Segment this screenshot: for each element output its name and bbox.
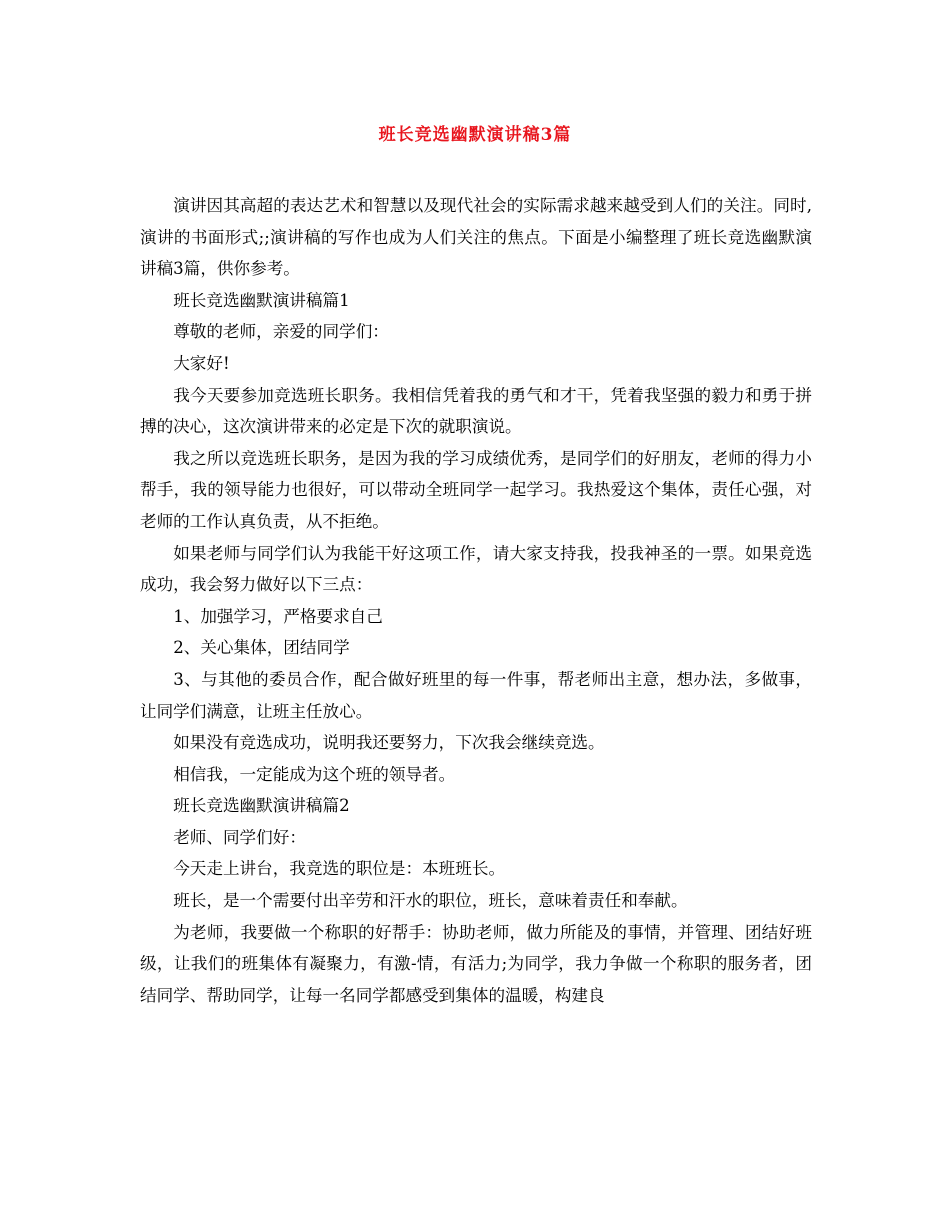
paragraph: 今天走上讲台，我竞选的职位是：本班班长。	[173, 859, 506, 879]
section-heading-2: 班长竞选幽默演讲稿篇2	[173, 796, 350, 816]
paragraph: 我今天要参加竞选班长职务。我相信凭着我的勇气和才干，凭着我坚强的毅力和勇于拼搏的决心，这次演讲带来的必定是下次的就职演说。	[140, 385, 812, 437]
list-item: 2、关心集体，团结同学	[173, 638, 350, 658]
greeting: 大家好!	[173, 353, 230, 373]
salutation: 老师、同学们好：	[173, 827, 306, 847]
document-body	[140, 190, 812, 1011]
paragraph: 相信我，一定能成为这个班的领导者。	[173, 764, 456, 784]
paragraph: 我之所以竞选班长职务，是因为我的学习成绩优秀，是同学们的好朋友，老师的得力小帮手，我的领导能力也很好，可以带动全班同学一起学习。我热爱这个集体，责任心强，对老师的工作认真负责，从不拒绝。	[140, 448, 812, 531]
paragraph: 班长，是一个需要付出辛劳和汗水的职位，班长，意味着责任和奉献。	[173, 891, 688, 911]
paragraph-intro: 演讲因其高超的表达艺术和智慧以及现代社会的实际需求越来越受到人们的关注。同时,演讲的书面形式;;演讲稿的写作也成为人们关注的焦点。下面是小编整理了班长竞选幽默演讲稿3篇，供你参考。	[140, 196, 812, 279]
paragraph: 为老师，我要做一个称职的好帮手：协助老师，做力所能及的事情，并管理、团结好班级，让我们的班集体有凝聚力，有激-情，有活力;为同学，我力争做一个称职的服务者，团结同学、帮助同学，让每一名同学都感受到集体的温暖，构建良	[140, 922, 812, 1005]
list-item: 1、加强学习，严格要求自己	[173, 606, 383, 626]
document-title: 班长竞选幽默演讲稿3篇	[378, 125, 572, 145]
list-item: 3、与其他的委员合作，配合做好班里的每一件事，帮老师出主意，想办法，多做事，让同学们满意，让班主任放心。	[140, 669, 812, 721]
section-heading-1: 班长竞选幽默演讲稿篇1	[173, 290, 350, 310]
salutation: 尊敬的老师，亲爱的同学们：	[173, 322, 389, 342]
paragraph: 如果老师与同学们认为我能干好这项工作，请大家支持我，投我神圣的一票。如果竞选成功，我会努力做好以下三点：	[140, 543, 812, 595]
paragraph: 如果没有竞选成功，说明我还要努力，下次我会继续竞选。	[173, 733, 605, 753]
